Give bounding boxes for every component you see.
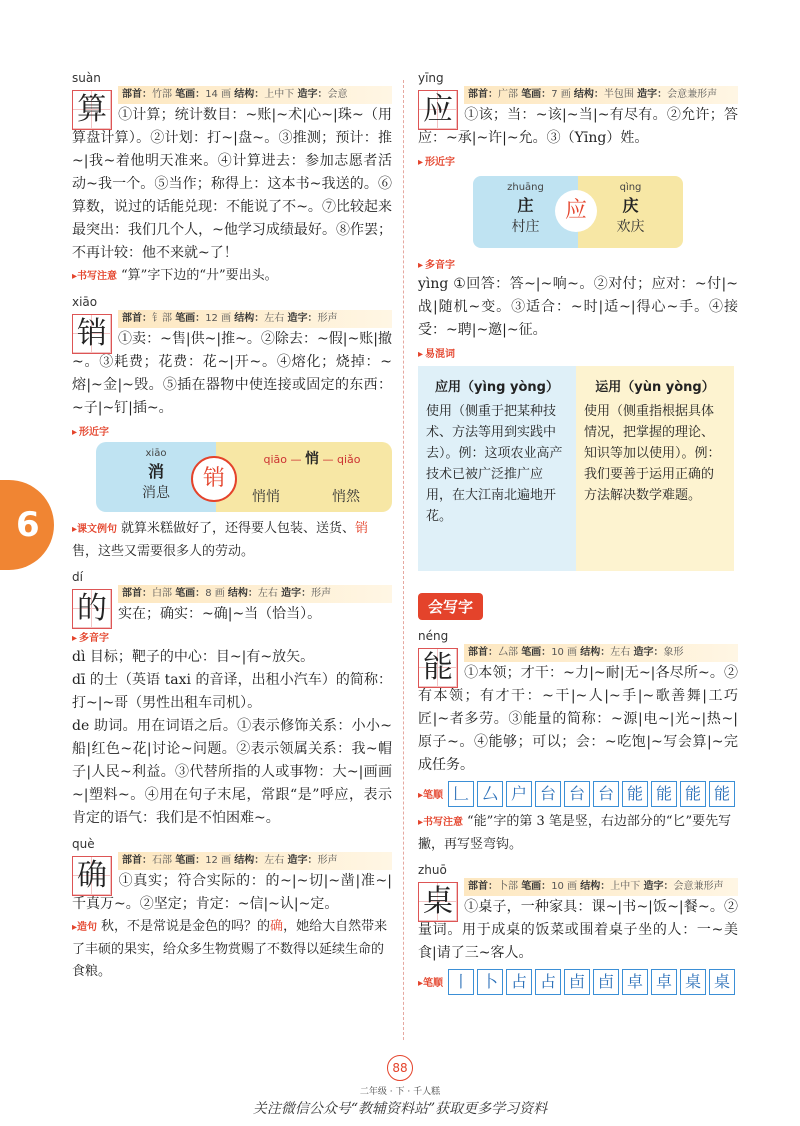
promo-text: 关注微信公众号“教辅资料站”获取更多学习资料 (252, 1101, 548, 1117)
polyphone-tag: ▸ 多音字 (72, 629, 392, 644)
stroke: 户 (506, 781, 532, 807)
polyphone-tag: ▸ 多音字 (418, 256, 738, 271)
stroke-order-label: ▸笔顺 (418, 978, 444, 989)
confusable-words-box (418, 366, 734, 571)
section-title: 会写字 (418, 593, 483, 620)
char-box: 销 (72, 314, 112, 354)
entry-xiao (72, 294, 392, 563)
stroke: 卜 (477, 969, 503, 995)
definition: ①本领；才干：~力|~耐|无~|各尽所~。②有本领；有才干：~干|~人|~手|~歌善舞|工巧匠|~者多劳。③能量的简称：~源|电~|光~|热~|原子~。④能够；可以；会：~吃饱|~写会算|~完成任务。 (418, 665, 738, 773)
stroke: 桌 (709, 969, 735, 995)
textbook-example: ▸课文例句 就算米糕做好了，还得要人包装、送货、销售，这些又需要很多人的劳动。 (72, 521, 369, 559)
left-column (72, 70, 392, 989)
page-number: 88 (0, 1055, 800, 1081)
polyphone-reading: dī 的士（英语 taxi 的音译，出租小汽车）的简称：打~|~哥（男性出租车司机）。 (72, 672, 392, 711)
stroke: 卣 (564, 969, 590, 995)
entry-ying (418, 70, 738, 571)
similar-right: qiāo — 悄 — qiǎo 悄悄 悄然 (216, 442, 392, 512)
stroke: 卓 (622, 969, 648, 995)
entry-neng (418, 628, 738, 856)
similar-chars-box (96, 442, 392, 512)
char-meta: 部首：白部 笔画：8 画 结构：左右 造字：形声 (118, 585, 392, 603)
writing-note: ▸书写注意 “能”字的第 3 笔是竖，右边部分的“匕”要先写撇，再写竖弯钩。 (418, 814, 732, 852)
stroke: 𠃊 (448, 781, 474, 807)
char-meta: 部首：竹部 笔画：14 画 结构：上中下 造字：会意 (118, 86, 392, 104)
polyphone-reading: dì 目标；靶子的中心：目~|有~放矢。 (72, 649, 315, 665)
similar-chars-box (473, 176, 683, 248)
pinyin: què (72, 837, 95, 851)
stroke: 占 (506, 969, 532, 995)
stroke: 能 (651, 781, 677, 807)
stroke-order-label: ▸笔顺 (418, 790, 444, 801)
char-meta: 部首：广部 笔画：7 画 结构：半包围 造字：会意兼形声 (464, 86, 738, 104)
pinyin: yīng (418, 71, 444, 85)
stroke: 卣 (593, 969, 619, 995)
stroke: 能 (680, 781, 706, 807)
stroke: 占 (535, 969, 561, 995)
similar-chars-tag: ▸ 形近字 (72, 423, 392, 438)
stroke: 丨 (448, 969, 474, 995)
definition: 实在；确实：~确|~当（恰当）。 (118, 606, 322, 622)
char-meta: 部首：石部 笔画：12 画 结构：左右 造字：形声 (118, 852, 392, 870)
confusable-right: 运用（yùn yòng） 使用（侧重指根据具体情况，把掌握的理论、知识等加以使用）。例：我们要善于运用正确的方法解决数学难题。 (576, 366, 734, 571)
entry-suan (72, 70, 392, 288)
entry-zhuo (418, 862, 738, 995)
similar-right: qìng 庆 欢庆 (578, 176, 683, 248)
pinyin: dí (72, 570, 83, 584)
pinyin: suàn (72, 71, 101, 85)
stroke: 能 (709, 781, 735, 807)
stroke-order (448, 969, 738, 995)
definition: ①真实；符合实际的：的~|~切|~凿|准~|千真万~。②坚定；肯定：~信|~认|~定。 (72, 873, 392, 912)
similar-center-char: 应 (555, 190, 597, 232)
right-column (418, 70, 738, 1001)
stroke: 卓 (651, 969, 677, 995)
definition: ①计算；统计数目：~账|~术|心~|珠~（用算盘计算）。②计划：打~|盘~。③推测；预计：推~|我~着他明天准来。④计算进去：参加志愿者活动~我一个。⑤当作；称得上：这本书~我送的。⑥算数，说过的话能兑现：不能说了不~。⑦比较起来最突出：我们几个人，~他学习成绩最好。⑧作罢；不再计较：他不来就~了！ (72, 107, 392, 261)
char-box: 应 (418, 90, 458, 130)
char-box: 的 (72, 589, 112, 629)
pinyin: xiāo (72, 295, 98, 309)
entry-di (72, 569, 392, 830)
pinyin: néng (418, 629, 449, 643)
sentence-example: ▸造句 秋，不是常说是金色的吗？的确，她给大自然带来了丰硕的果实，给众多生物赏赐了不数得以延续生命的食粮。 (72, 919, 388, 979)
stroke: 厶 (477, 781, 503, 807)
definition: ①该；当：~该|~当|~有尽有。②允许；答应：~承|~许|~允。③（Yīng）姓。 (418, 107, 738, 146)
definition: ①桌子，一种家具：课~|书~|饭~|餐~。②量词。用于成桌的饭菜或围着桌子坐的人：一~美食|请了三~客人。 (418, 899, 738, 961)
pinyin: zhuō (418, 863, 447, 877)
confusable-tag: ▸ 易混词 (418, 345, 738, 360)
similar-chars-tag: ▸ 形近字 (418, 153, 738, 168)
polyphone-reading: de 助词。用在词语之后。①表示修饰关系：小小~船|红色~花|讨论~问题。②表示领属关系：我~帽子|人民~利益。③代替所指的人或事物：大~|画画~|塑料~。④用在句子末尾，常跟“是”呼应，表示肯定的语气：我们是不怕困难~。 (72, 718, 392, 826)
stroke: 能 (622, 781, 648, 807)
writing-note: ▸书写注意 “算”字下边的“廾”要出头。 (72, 268, 278, 283)
column-divider (403, 80, 404, 1040)
unit-badge: 6 (0, 480, 54, 570)
similar-center-char: 销 (191, 456, 237, 502)
stroke-order (448, 781, 738, 807)
stroke: 桌 (680, 969, 706, 995)
polyphone-reading: yìng ①回答：答~|~响~。②对付；应对：~付|~战|随机~变。③适合：~时|适~|得心~手。④接受：~聘|~邀|~征。 (418, 276, 738, 338)
definition: ①卖：~售|供~|推~。②除去：~假|~账|撤~。③耗费；花费：花~|开~。④熔化；烧掉：~熔|~金|~毁。⑤插在器物中使连接或固定的东西：~子|~钉|插~。 (72, 331, 392, 416)
entry-que (72, 836, 392, 983)
confusable-left: 应用（yìng yòng） 使用（侧重于把某种技术、方法等用到实践中去）。例：这项农业高产技术已被广泛推广应用，在大江南北遍地开花。 (418, 366, 576, 571)
book-title: 二年级 · 下 · 千人糕 (359, 1087, 441, 1097)
char-box: 桌 (418, 882, 458, 922)
similar-left: xiāo 消 消息 (96, 442, 216, 512)
stroke: 台 (593, 781, 619, 807)
similar-left: zhuāng 庄 村庄 (473, 176, 578, 248)
char-box: 算 (72, 90, 112, 130)
char-box: 确 (72, 856, 112, 896)
char-meta: 部首：钅部 笔画：12 画 结构：左右 造字：形声 (118, 310, 392, 328)
stroke: 台 (535, 781, 561, 807)
stroke: 台 (564, 781, 590, 807)
char-meta: 部首：厶部 笔画：10 画 结构：左右 造字：象形 (464, 644, 738, 662)
char-box: 能 (418, 648, 458, 688)
char-meta: 部首：卜部 笔画：10 画 结构：上中下 造字：会意兼形声 (464, 878, 738, 896)
